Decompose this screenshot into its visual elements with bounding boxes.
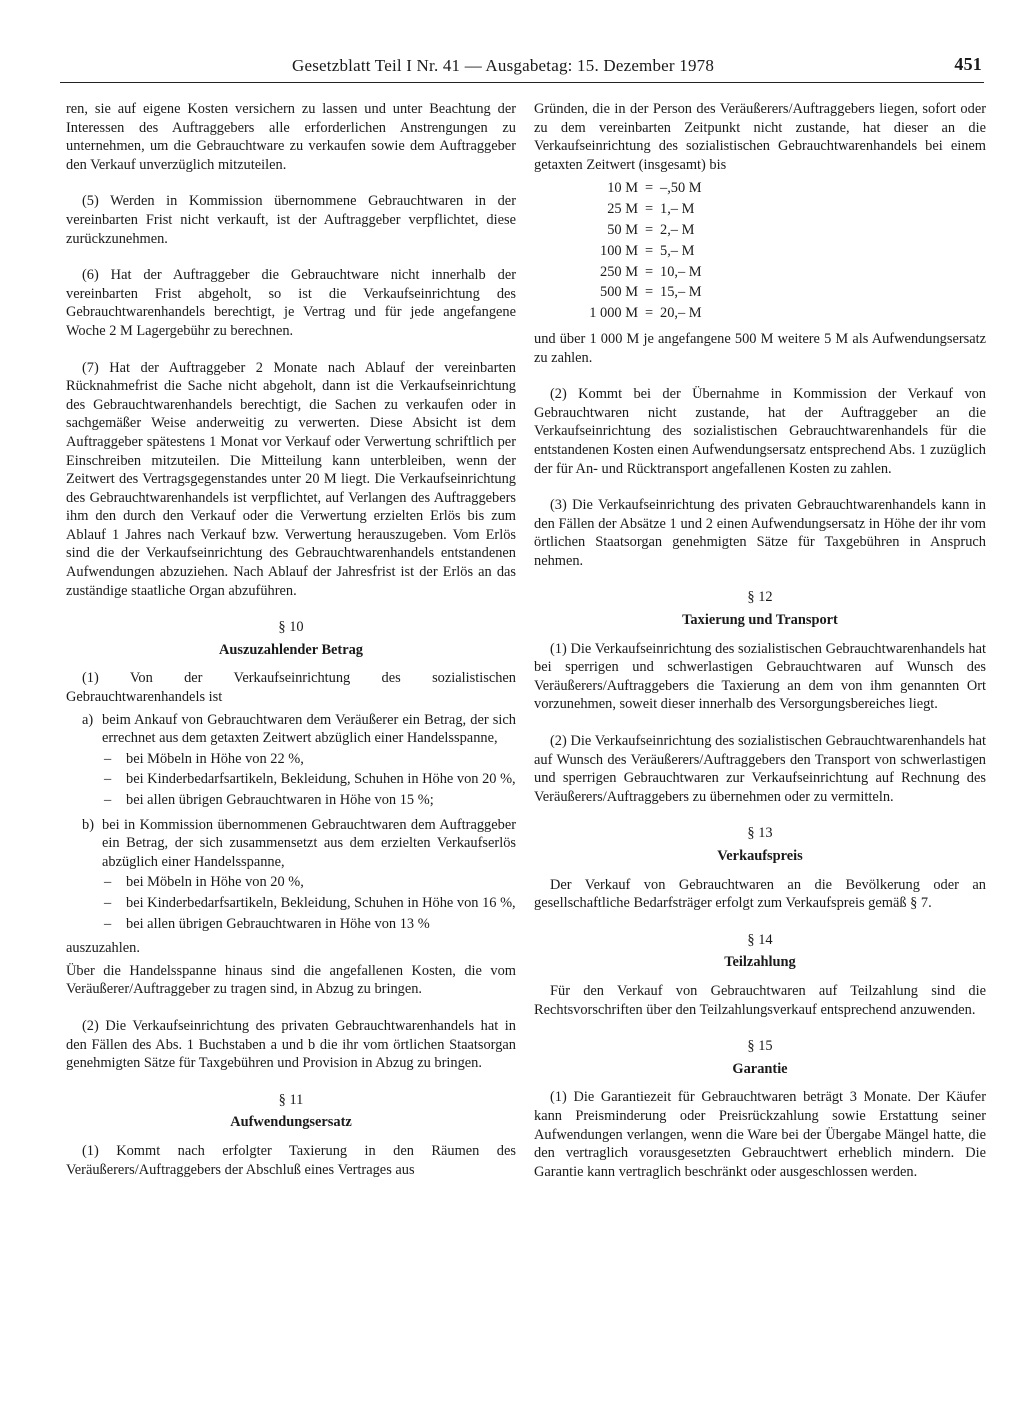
fee-row: 500 M = 15,– M (600, 284, 702, 301)
list-item-b (66, 816, 516, 872)
section-10-list (66, 711, 516, 934)
dash-list-a (104, 750, 516, 810)
section-15-title: Garantie (732, 1060, 788, 1077)
fee-row: 25 M = 1,– M (607, 201, 695, 218)
dash-list-b (104, 873, 516, 933)
section-14-number: § 14 (747, 931, 773, 948)
section-13-paragraph: Der Verkauf von Gebrauchtwaren an die Bevölkerung oder an gesellschaftliche Bedarfsträger erfolgt zum Verkaufspreis gemäß § 7. (534, 876, 986, 912)
section-14-paragraph: Für den Verkauf von Gebrauchtwaren auf Teilzahlung sind die Rechtsvorschriften über den Teilzahlungsverkauf entsprechend anzuwenden. (534, 982, 986, 1018)
paragraph-7: (7) Hat der Auftraggeber 2 Monate nach Ablauf der vereinbarten Rücknahmefrist die Sache nicht abgeholt, dann ist die Verkaufseinrichtung des Gebrauchtwarenhandels berechtigt, die Sachen zu verkaufen oder in sachgemäßer Weise anderweitig zu verwerten. Diese Absicht ist dem Auftraggeber spätestens 1 Monat vor Verkauf oder Verwertung schriftlich per Einschreiben mitzuteilen. Die Mitteilung kann unterbleiben, wenn der Zeitwert des Vertragsgegenstandes unter 20 M liegt. Die Verkaufseinrichtung des Gebrauchtwarenhandels ist verpflichtet, auf Verlangen des Auftraggebers ihm den durch den Verkauf oder die Verwertung erzielten Erlös bis zum Ablauf 1 Jahres nach Verkauf bzw. Verwertung herauszugeben. Vom Erlös sind die der Verkaufseinrichtung des Gebrauchtwarenhandels entstandenen Aufwendungen abzuziehen. Nach Ablauf der Jahresfrist ist der Erlös an das zuständige staatliche Organ abzuführen. (66, 359, 516, 599)
section-11-paragraph-1: (1) Kommt nach erfolgter Taxierung in den Räumen des Veräußerers/Auftraggebers der Abschluß eines Vertrages aus (66, 1142, 516, 1178)
paragraph-continuation: Gründen, die in der Person des Veräußerers/Auftraggebers liegen, sofort oder zu dem vereinbarten Zeitpunkt nicht zustande, hat dieser an die Verkaufseinrichtung des sozialistischen Gebrauchtwarenhandels bei einem getaxten Zeitwert (insgesamt) bis (534, 101, 986, 173)
right-column (534, 100, 986, 1199)
section-13-title: Verkaufspreis (717, 848, 803, 865)
page-number: 451 (954, 54, 982, 74)
paragraph-6: (6) Hat der Auftraggeber die Gebrauchtware nicht innerhalb der vereinbarten Frist abgeholt, so ist die Verkaufseinrichtung des Gebrauchtwarenhandels berechtigt, je Vertrag und für jede angefangene Woche 2 M Lagergebühr zu berechnen. (66, 267, 516, 339)
list-marker: b) (82, 816, 94, 833)
list-item-a (66, 711, 516, 748)
section-13-number: § 13 (747, 825, 773, 842)
dash-item: – bei Möbeln in Höhe von 20 %, (104, 874, 304, 891)
dash-item: – bei Kinderbedarfsartikeln, Bekleidung, Schuhen in Höhe von 20 %, (104, 771, 516, 788)
dash-item: – bei allen übrigen Gebrauchtwaren in Höhe von 13 % (104, 915, 430, 932)
section-12-paragraph-1: (1) Die Verkaufseinrichtung des sozialistischen Gebrauchtwarenhandels hat bei sperrigen und schwerlastigen Gebrauchtwaren auf Wunsch des Veräußerers/Auftraggebers die Taxierung an dem von ihm genannten Ort vorzunehmen, soweit dieser innerhalb des Versorgungsbereiches liegt. (534, 640, 986, 713)
fee-table (534, 178, 986, 324)
section-11-paragraph-3: (3) Die Verkaufseinrichtung des privaten Gebrauchtwarenhandels kann in den Fällen der Absätze 1 und 2 einen Aufwendungsersatz in Höhe der ihr vom örtlichen Staatsorgan genehmigten Sätze für Taxgebühren in Anspruch nehmen. (534, 497, 986, 569)
section-12-title: Taxierung und Transport (682, 612, 838, 629)
section-11-paragraph-2: (2) Kommt bei der Übernahme in Kommission der Verkauf von Gebrauchtwaren nicht zustande, hat der Auftraggeber an die Verkaufseinrichtung des sozialistischen Gebrauchtwarenhandels für die entstandenen Kosten einen Aufwendungsersatz entsprechend Abs. 1 zuzüglich der für An- und Rücktransport angefallenen Kosten zu zahlen. (534, 386, 986, 477)
section-11-number: § 11 (278, 1091, 304, 1108)
fee-row: 100 M = 5,– M (600, 242, 695, 259)
section-14-title: Teilzahlung (724, 954, 796, 971)
fee-row: 50 M = 2,– M (607, 221, 695, 238)
paragraph-5: (5) Werden in Kommission übernommene Gebrauchtwaren in der vereinbarten Frist nicht verkauft, ist der Auftraggeber verpflichtet, diese zurückzunehmen. (66, 193, 516, 247)
fee-row: 250 M = 10,– M (600, 263, 702, 280)
page-header (60, 52, 984, 83)
section-10-number: § 10 (278, 619, 304, 636)
section-10-extra: Über die Handelsspanne hinaus sind die angefallenen Kosten, die vom Veräußerer/Auftraggeber zu tragen sind, in Abzug zu bringen. (66, 962, 516, 998)
section-11-title: Aufwendungsersatz (230, 1114, 352, 1131)
section-12-number: § 12 (747, 589, 773, 606)
section-10-title: Auszuzahlender Betrag (218, 641, 364, 658)
dash-item: – bei Möbeln in Höhe von 22 %, (104, 750, 304, 767)
list-text: beim Ankauf von Gebrauchtwaren dem Veräußerer ein Betrag, der sich errechnet aus dem getaxten Zeitwert abzüglich einer Handelsspanne, (102, 711, 516, 747)
list-marker: a) (82, 711, 94, 728)
paragraph-after-fees: und über 1 000 M je angefangene 500 M weitere 5 M als Aufwendungsersatz zu zahlen. (534, 330, 986, 366)
fee-row: 1 000 M = 20,– M (589, 305, 702, 322)
list-text: bei in Kommission übernommenen Gebrauchtwaren dem Auftraggeber ein Betrag, der sich zusammensetzt aus dem erzielten Verkaufserlös abzüglich einer Handelsspanne, (102, 816, 516, 870)
header-title: Gesetzblatt Teil I Nr. 41 — Ausgabetag: 15. Dezember 1978 (292, 56, 715, 75)
left-column (66, 100, 516, 1197)
paragraph-continuation: ren, sie auf eigene Kosten versichern zu lassen und unter Beachtung der Interessen des Auftraggebers alle erforderlichen Anstrengungen zu unternehmen, um die Gebrauchtware zu verkaufen sowie dem Auftraggeber den Verkauf unverzüglich mitzuteilen. (66, 101, 516, 173)
section-10-tail: auszuzahlen. (66, 940, 140, 957)
dash-item: – bei Kinderbedarfsartikeln, Bekleidung, Schuhen in Höhe von 16 %, (104, 894, 516, 911)
section-10-paragraph-1: (1) Von der Verkaufseinrichtung des sozialistischen Gebrauchtwarenhandels ist (66, 670, 516, 706)
section-15-number: § 15 (747, 1038, 773, 1055)
dash-item: – bei allen übrigen Gebrauchtwaren in Höhe von 15 %; (104, 792, 434, 808)
section-12-paragraph-2: (2) Die Verkaufseinrichtung des sozialistischen Gebrauchtwarenhandels hat auf Wunsch des Veräußerers/Auftraggebers den Transport von schwerlastigen und sperrigen Gebrauchtwaren zur Verkaufseinrichtung auf Rechnung des Veräußerers/Auftraggebers zu übernehmen oder zu vermitteln. (534, 733, 986, 805)
section-10-paragraph-2: (2) Die Verkaufseinrichtung des privaten Gebrauchtwarenhandels hat in den Fällen des Abs. 1 Buchstaben a und b die ihr vom örtlichen Staatsorgan genehmigten Sätze für Taxgebühren und Provision in Abzug zu bringen. (66, 1017, 516, 1072)
fee-row: 10 M = –,50 M (607, 180, 702, 197)
section-15-paragraph-1: (1) Die Garantiezeit für Gebrauchtwaren beträgt 3 Monate. Der Käufer kann Preisminderung oder Preisrückzahlung sowie Erstattung seiner Aufwendungen verlangen, wenn die Ware bei der Übergabe Mängel hatte, die den vertraglich vorausgesetzten Gebrauchtwert erheblich mindern. Die Garantie kann vertraglich beschränkt oder ausgeschlossen werden. (534, 1089, 986, 1180)
